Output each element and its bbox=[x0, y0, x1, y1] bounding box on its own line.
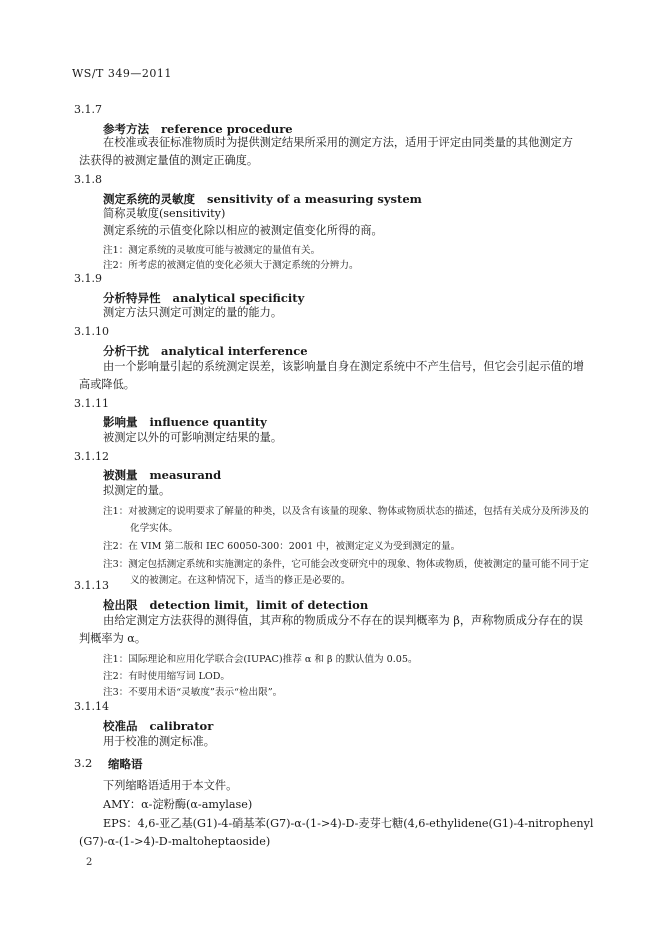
term-chinese: 校准品 bbox=[103, 719, 138, 733]
standard-code-header: WS/T 349—2011 bbox=[72, 67, 172, 80]
entry-number: 3.1.8 bbox=[74, 173, 102, 186]
entry-number: 3.1.12 bbox=[74, 450, 109, 463]
abbreviation-line: EPS：4,6-亚乙基(G1)-4-硝基苯(G7)-α-(1->4)-D-麦芽七糖(4,6-ethylidene(G1)-4-nitrophenyl bbox=[103, 817, 594, 830]
definition-line: 测定系统的示值变化除以相应的被测定值变化所得的商。 bbox=[103, 224, 383, 237]
definition-line: 高或降低。 bbox=[79, 378, 135, 391]
abbreviation-line: (G7)-α-(1->4)-D-maltoheptaoside) bbox=[79, 835, 271, 848]
term-heading bbox=[103, 597, 368, 613]
definition-line: 被测定以外的可影响测定结果的量。 bbox=[103, 431, 283, 444]
term-english: analytical interference bbox=[161, 344, 308, 358]
term-heading bbox=[103, 191, 422, 207]
term-english: calibrator bbox=[149, 719, 214, 733]
term-english: detection limit，limit of detection bbox=[149, 598, 369, 612]
term-chinese: 参考方法 bbox=[103, 122, 149, 136]
term-english: sensitivity of a measuring system bbox=[207, 192, 422, 206]
entry-number: 3.1.7 bbox=[74, 103, 102, 116]
entry-number: 3.1.9 bbox=[74, 272, 102, 285]
term-heading bbox=[103, 290, 304, 306]
term-chinese: 检出限 bbox=[103, 598, 138, 612]
entry-number: 3.1.11 bbox=[74, 397, 109, 410]
term-chinese: 影响量 bbox=[103, 415, 138, 429]
term-heading bbox=[103, 343, 308, 359]
term-heading bbox=[103, 414, 267, 430]
note-line: 化学实体。 bbox=[130, 523, 178, 534]
term-english: reference procedure bbox=[161, 122, 293, 136]
term-chinese: 分析特异性 bbox=[103, 291, 161, 305]
note-line: 注3：测定包括测定系统和实施测定的条件，它可能会改变研究中的现象、物体或物质，使被测定的量可能不同于定 bbox=[103, 559, 589, 570]
definition-line: 由一个影响量引起的系统测定误差，该影响量自身在测定系统中不产生信号，但它会引起示值的增 bbox=[103, 360, 585, 373]
term-heading bbox=[103, 121, 293, 137]
definition-line: 由给定测定方法获得的测得值，其声称的物质成分不存在的误判概率为 β，声称物质成分存在的误 bbox=[103, 614, 583, 627]
entry-number: 3.1.10 bbox=[74, 325, 109, 338]
term-english: influence quantity bbox=[149, 415, 267, 429]
note-line: 注1：对被测定的说明要求了解量的种类，以及含有该量的现象、物体或物质状态的描述，包括有关成分及所涉及的 bbox=[103, 506, 589, 517]
term-chinese: 测定系统的灵敏度 bbox=[103, 192, 195, 206]
entry-number: 3.1.13 bbox=[74, 579, 109, 592]
definition-line: 测定方法只测定可测定的量的能力。 bbox=[103, 306, 283, 319]
page-number: 2 bbox=[86, 857, 93, 868]
note-line: 注2：所考虑的被测定值的变化必须大于测定系统的分辨力。 bbox=[103, 260, 359, 271]
note-line: 注3：不要用术语“灵敏度”表示“检出限”。 bbox=[103, 687, 283, 698]
term-chinese: 被测量 bbox=[103, 468, 138, 482]
definition-line: 拟测定的量。 bbox=[103, 484, 171, 497]
abbreviation-line: AMY：α-淀粉酶(α-amylase) bbox=[103, 798, 253, 811]
term-english: analytical specificity bbox=[172, 291, 305, 305]
section-title: 缩略语 bbox=[108, 757, 143, 771]
definition-line: 在校准或表征标准物质时为提供测定结果所采用的测定方法，适用于评定由同类量的其他测定方 bbox=[103, 136, 573, 149]
note-line: 注2：在 VIM 第二版和 IEC 60050-300：2001 中，被测定定义为受到测定的量。 bbox=[103, 541, 461, 552]
definition-line: 简称灵敏度(sensitivity) bbox=[103, 207, 226, 220]
definition-line: 用于校准的测定标准。 bbox=[103, 735, 215, 748]
abbreviation-line: 下列缩略语适用于本文件。 bbox=[103, 779, 238, 792]
term-english: measurand bbox=[149, 468, 222, 482]
note-line: 注1：测定系统的灵敏度可能与被测定的量值有关。 bbox=[103, 245, 321, 256]
note-line: 义的被测定。在这种情况下，适当的修正是必要的。 bbox=[130, 575, 351, 586]
definition-line: 法获得的被测定量值的测定正确度。 bbox=[79, 154, 259, 167]
section-number: 3.2 bbox=[74, 756, 93, 770]
entry-number: 3.1.14 bbox=[74, 700, 109, 713]
note-line: 注2：有时使用缩写词 LOD。 bbox=[103, 671, 231, 682]
term-chinese: 分析干扰 bbox=[103, 344, 149, 358]
term-heading bbox=[103, 467, 221, 483]
term-heading bbox=[103, 718, 213, 734]
definition-line: 判概率为 α。 bbox=[79, 632, 147, 645]
note-line: 注1：国际理论和应用化学联合会(IUPAC)推荐 α 和 β 的默认值为 0.05。 bbox=[103, 654, 418, 665]
